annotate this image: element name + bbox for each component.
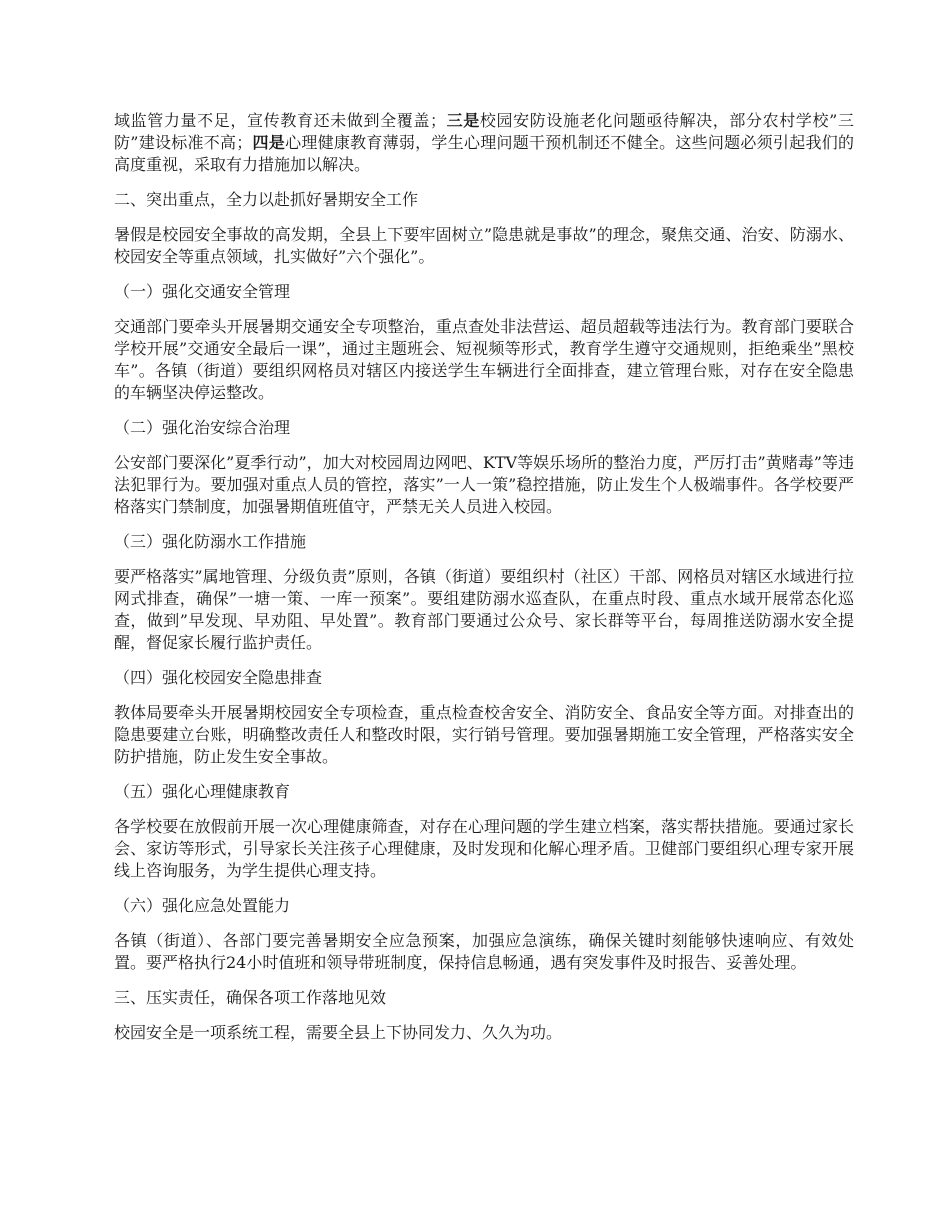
subsection-3-title: （三）强化防溺水工作措施	[114, 532, 307, 551]
subsection-5-title: （五）强化心理健康教育	[114, 782, 291, 801]
subsection-6-body: 各镇（街道）、各部门要完善暑期安全应急预案，加强应急演练，确保关键时刻能够快速响应、有效处置。要严格执行24小时值班和领导带班制度，保持信息畅通，遇有突发事件及时报告、妥善处理。	[114, 931, 854, 972]
document-page	[114, 110, 854, 1057]
subsection-2-title: （二）强化治安综合治理	[114, 418, 291, 437]
section-2-heading: 二、突出重点，全力以赴抓好暑期安全工作	[114, 190, 419, 209]
subsection-5-body: 各学校要在放假前开展一次心理健康筛查，对存在心理问题的学生建立档案，落实帮扶措施。要通过家长会、家访等形式，引导家长关注孩子心理健康，及时发现和化解心理矛盾。卫健部门要组织心理专家开展线上咨询服务，为学生提供心理支持。	[114, 817, 854, 880]
intro-text-2: 校园安防设施老化问题亟待解决，部分农村学校”三防”建设标准不高；	[114, 111, 854, 152]
intro-paragraph	[114, 110, 854, 176]
subsection-1-title: （一）强化交通安全管理	[114, 282, 291, 301]
intro-bold-4: 四是	[252, 133, 286, 152]
subsection-4-title: （四）强化校园安全隐患排查	[114, 668, 323, 687]
section-3-body: 校园安全是一项系统工程，需要全县上下协同发力、久久为功。	[114, 1023, 563, 1042]
intro-bold-3: 三是	[446, 111, 480, 130]
subsection-6-title: （六）强化应急处置能力	[114, 896, 291, 915]
subsection-1-body: 交通部门要牵头开展暑期交通安全专项整治，重点查处非法营运、超员超载等违法行为。教育部门要联合学校开展”交通安全最后一课”，通过主题班会、短视频等形式，教育学生遵守交通规则，拒绝乘坐”黑校车”。各镇（街道）要组织网格员对辖区内接送学生车辆进行全面排查，建立管理台账，对存在安全隐患的车辆坚决停运整改。	[114, 317, 854, 402]
intro-text-3: 心理健康教育薄弱，学生心理问题干预机制还不健全。这些问题必须引起我们的高度重视，采取有力措施加以解决。	[114, 133, 854, 174]
section-2-intro: 暑假是校园安全事故的高发期，全县上下要牢固树立”隐患就是事故”的理念，聚焦交通、治安、防溺水、校园安全等重点领域，扎实做好”六个强化”。	[114, 225, 854, 266]
subsection-4-body: 教体局要牵头开展暑期校园安全专项检查，重点检查校舍安全、消防安全、食品安全等方面。对排查出的隐患要建立台账，明确整改责任人和整改时限，实行销号管理。要加强暑期施工安全管理，严格落实安全防护措施，防止发生安全事故。	[114, 703, 854, 766]
subsection-2-body: 公安部门要深化”夏季行动”，加大对校园周边网吧、KTV等娱乐场所的整治力度，严厉打击”黄赌毒”等违法犯罪行为。要加强对重点人员的管控，落实”一人一策”稳控措施，防止发生个人极端事件。各学校要严格落实门禁制度，加强暑期值班值守，严禁无关人员进入校园。	[114, 453, 854, 516]
intro-text-1: 域监管力量不足，宣传教育还未做到全覆盖；	[114, 111, 446, 130]
section-3-heading: 三、压实责任，确保各项工作落地见效	[114, 988, 387, 1007]
subsection-3-body: 要严格落实”属地管理、分级负责”原则，各镇（街道）要组织村（社区）干部、网格员对辖区水域进行拉网式排查，确保”一塘一策、一库一预案”。要组建防溺水巡查队，在重点时段、重点水域开展常态化巡查，做到”早发现、早劝阻、早处置”。教育部门要通过公众号、家长群等平台，每周推送防溺水安全提醒，督促家长履行监护责任。	[114, 567, 854, 652]
